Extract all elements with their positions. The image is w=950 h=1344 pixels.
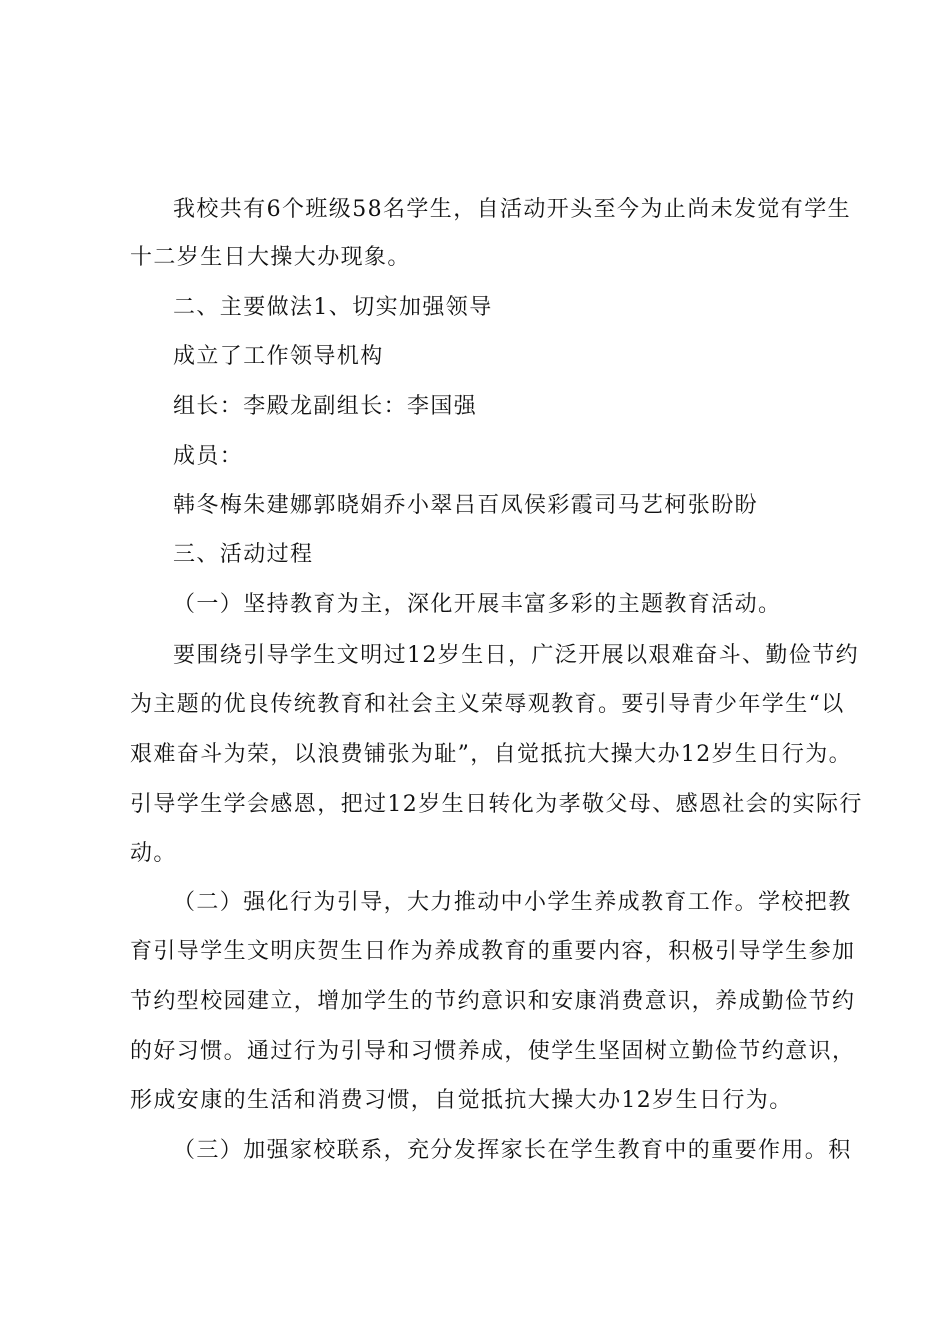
paragraph-1-line-2: 十二岁生日大操大办现象。 (130, 245, 411, 270)
section-heading-activity-process: 三、活动过程 (173, 542, 314, 567)
paragraph-1-line-1: 我校共有6个班级58名学生，自活动开头至今为止尚未发觉有学生 (173, 197, 851, 222)
paragraph-3-line-4: 的好习惯。通过行为引导和习惯养成，使学生坚固树立勤俭节约意识， (130, 1039, 856, 1064)
leadership-body-line: 成立了工作领导机构 (173, 344, 384, 369)
paragraph-2-line-5: 动。 (130, 841, 177, 866)
members-names: 韩冬梅朱建娜郭晓娟乔小翠吕百凤侯彩霞司马艺柯张盼盼 (173, 493, 759, 518)
section-heading-main-practices: 二、主要做法1、切实加强领导 (173, 295, 493, 320)
paragraph-3-line-1: （二）强化行为引导，大力推动中小学生养成教育工作。学校把教 (173, 890, 852, 915)
subsection-heading-1: （一）坚持教育为主，深化开展丰富多彩的主题教育活动。 (173, 592, 782, 617)
paragraph-3-line-5: 形成安康的生活和消费习惯，自觉抵抗大操大办12岁生日行为。 (130, 1088, 793, 1113)
paragraph-2-line-4: 引导学生学会感恩，把过12岁生日转化为孝敬父母、感恩社会的实际行 (130, 792, 863, 817)
paragraph-2-line-3: 艰难奋斗为荣，以浪费铺张为耻”，自觉抵抗大操大办12岁生日行为。 (130, 742, 853, 767)
paragraph-3-line-3: 节约型校园建立，增加学生的节约意识和安康消费意识，养成勤俭节约 (130, 989, 856, 1014)
members-label: 成员： (173, 444, 244, 469)
paragraph-2-line-1: 要围绕引导学生文明过12岁生日，广泛开展以艰难奋斗、勤俭节约 (173, 643, 859, 668)
paragraph-4-line-1: （三）加强家校联系，充分发挥家长在学生教育中的重要作用。积 (173, 1138, 852, 1163)
group-leaders-line: 组长：李殿龙副组长：李国强 (173, 394, 478, 419)
paragraph-3-line-2: 育引导学生文明庆贺生日作为养成教育的重要内容，积极引导学生参加 (130, 939, 856, 964)
paragraph-2-line-2: 为主题的优良传统教育和社会主义荣辱观教育。要引导青少年学生“以 (130, 692, 845, 717)
